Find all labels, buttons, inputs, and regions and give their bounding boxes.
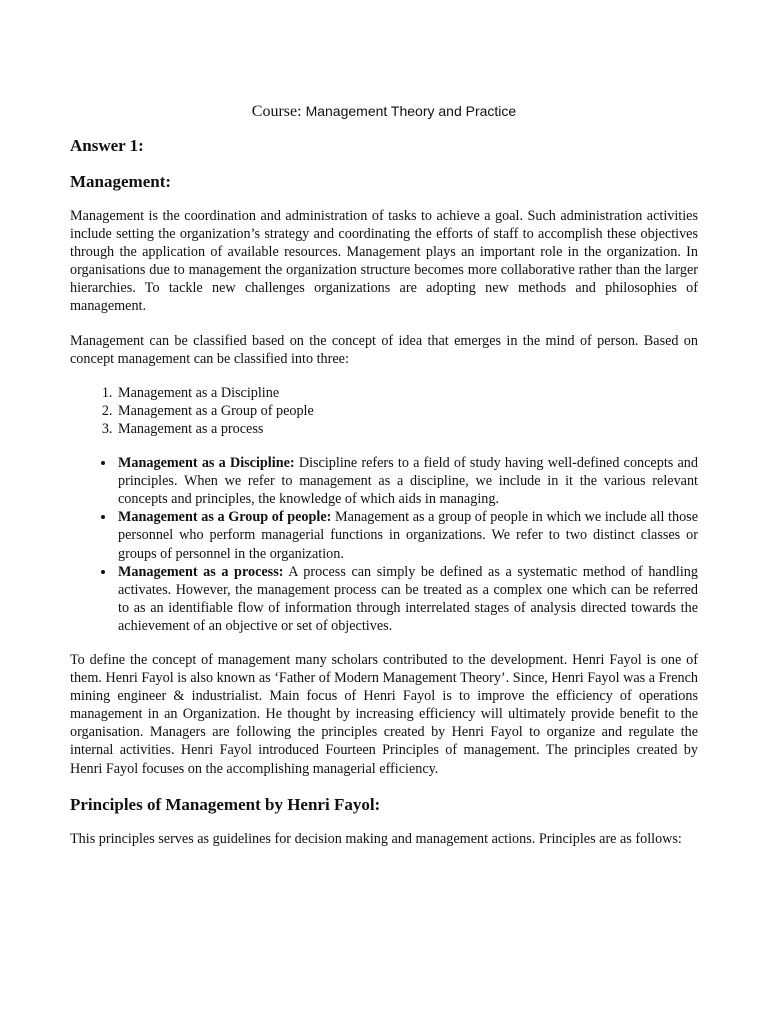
bullet-item-group-of-people [116, 508, 698, 562]
paragraph-management-definition: Management is the coordination and administration of tasks to achieve a goal. Such administration activities include setting the organization’s strategy and coordinating the efforts of staff to accomplish these objectives through the application of available resources. Management plays an important role in the organization. In organisations due to management the organization structure becomes more collaborative rather than the larger hierarchies. To tackle new challenges organizations are adopting new methods and philosophies of management. [70, 208, 698, 315]
bullet-text: A process can simply be defined as a systematic method of handling activates. However, the management process can be treated as a complex one which can be referred to as an identifiable flow of information through interrelated stages of analysis directed towards the achievement of an objective or set of objectives. [118, 563, 698, 634]
list-item: 3. Management as a process [116, 420, 698, 438]
course-label: Course: [251, 103, 302, 120]
bullet-term: Management as a Discipline: [118, 455, 295, 472]
bullet-term: Management as a process: [118, 563, 284, 580]
course-title [70, 100, 698, 123]
management-heading: Management: [70, 172, 172, 191]
fayol-principles-heading: Principles of Management by Henri Fayol: [70, 794, 381, 814]
document-page [70, 100, 698, 864]
paragraph-classification: Management can be classified based on the concept of idea that emerges in the mind of person. Based on concept management can be classified into three: [70, 332, 698, 367]
bullet-term: Management as a Group of people: [118, 509, 332, 526]
bullet-item-process [116, 563, 698, 635]
classification-list [70, 384, 698, 438]
paragraph-principles-intro: This principles serves as guidelines for decision making and management actions. Principles are as follows: [70, 830, 682, 847]
list-item: 2. Management as a Group of people [116, 402, 698, 420]
classification-details [70, 454, 698, 635]
bullet-item-discipline [116, 454, 698, 508]
bullet-text: Management as a group of people in which we include all those personnel who perform managerial functions in organizations. We refer to two distinct classes or groups of personnel in the organization. [118, 509, 699, 562]
course-name: Management Theory and Practice [305, 103, 517, 119]
bullet-text: Discipline refers to a field of study having well-defined concepts and principles. When we refer to management as a discipline, we include in it the various relevant concepts and principles, the knowledge of which aids in managing. [118, 455, 698, 508]
paragraph-henri-fayol: To define the concept of management many scholars contributed to the development. Henri Fayol is one of them. Henri Fayol is also known as ‘Father of Modern Management Theory’. Since, Henri Fayol was a French mining engineer & industrialist. Main focus of Henri Fayol is to improve the efficiency of operations management in an Organization. He thought by increasing efficiency will ultimately provide benefit to the organisation. Managers are following the principles created by Henri Fayol to organize and regulate the internal activities. Henri Fayol introduced Fourteen Principles of management. The principles created by Henri Fayol focuses on the accomplishing managerial efficiency. [70, 651, 698, 777]
answer-heading: Answer 1: [70, 136, 144, 155]
list-item: 1. Management as a Discipline [116, 384, 698, 402]
